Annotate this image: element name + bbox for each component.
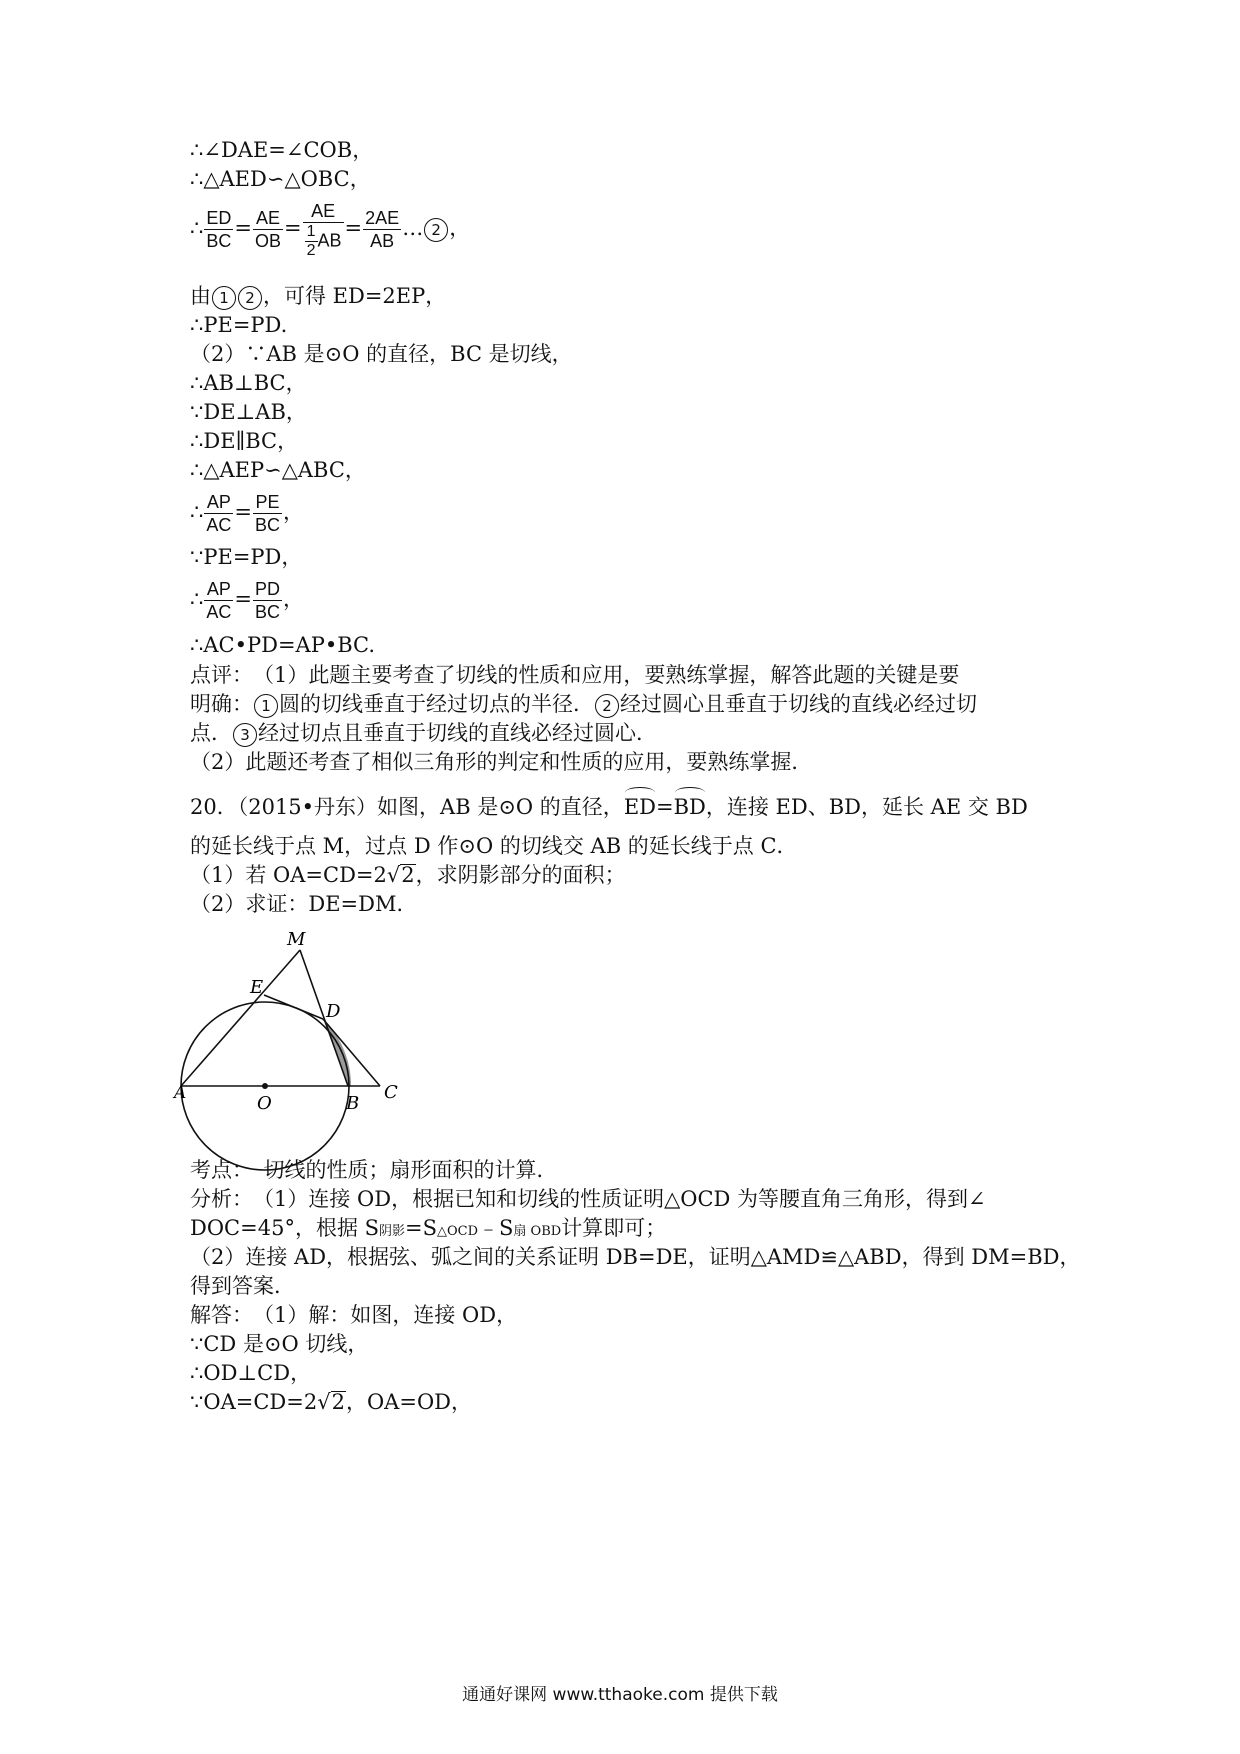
sqrt-radicand: 2 bbox=[401, 863, 415, 887]
line-pe-eq-pd: ∵PE=PD， bbox=[190, 545, 303, 569]
circled-number: 2 bbox=[238, 286, 262, 310]
label-e: E bbox=[250, 977, 264, 998]
problem-20-line-2: 的延长线于点 M，过点 D 作⊙O 的切线交 AB 的延长线于点 C． bbox=[190, 834, 798, 858]
sqrt-radicand: 2 bbox=[331, 1390, 345, 1414]
circled-number: 1 bbox=[212, 286, 236, 310]
line-product-result: ∴AC•PD=AP•BC. bbox=[190, 633, 376, 657]
line-comment-3: 点． 3 经过切点且垂直于切线的直线必经过圆心． bbox=[190, 721, 657, 745]
problem-20-line-1: 20．（2015•丹东）如图，AB 是⊙O 的直径，ED=BD，连接 ED、BD，延长 AE 交 BD bbox=[190, 795, 1028, 819]
label-a: A bbox=[174, 1083, 187, 1103]
solution-topic: 考点： 切线的性质；扇形面积的计算． bbox=[190, 1158, 558, 1182]
line-de-parallel-bc: ∴DE∥BC， bbox=[190, 429, 299, 453]
fraction-ap-ac: $\frac{AP}{AC}$ bbox=[206, 492, 232, 535]
fraction-2ae-ab: $\frac{2AE}{AB}$ bbox=[365, 208, 400, 251]
solution-answer-1: 解答： （1）解：如图，连接 OD， bbox=[190, 1303, 518, 1327]
circled-number: 2 bbox=[424, 218, 448, 242]
arc-bd: BD bbox=[673, 795, 706, 819]
line-part2-start: （2）∵AB 是⊙O 的直径，BC 是切线， bbox=[190, 342, 573, 366]
solution-answer-3: ∴OD⊥CD， bbox=[190, 1361, 312, 1385]
line-ratio-equation: ∴ $\frac{ED}{BC}$ = $\frac{AE}{OB}$ = AE $\frac{1}{2}$ AB = $\frac{2AE}{AB}$ … 2 ， bbox=[190, 200, 471, 259]
line-mb bbox=[300, 950, 348, 1086]
line-ratio-ap-ac-1: ∴ $\frac{AP}{AC}$ = $\frac{PE}{BC}$ ， bbox=[190, 492, 305, 535]
solution-analysis-1: 分析： （1）连接 OD，根据已知和切线的性质证明△OCD 为等腰直角三角形，得到∠ bbox=[190, 1187, 986, 1211]
line-comment-1: 点评： （1）此题主要考查了切线的性质和应用，要熟练掌握，解答此题的关键是要 bbox=[190, 663, 960, 687]
line-pe-pd: ∴PE=PD. bbox=[190, 313, 288, 337]
solution-analysis-4: 得到答案． bbox=[190, 1274, 295, 1298]
line-ratio-ap-ac-2: ∴ $\frac{AP}{AC}$ = $\frac{PD}{BC}$ ， bbox=[190, 579, 305, 622]
line-ab-perp-bc: ∴AB⊥BC， bbox=[190, 371, 307, 395]
line-dc bbox=[323, 1019, 380, 1086]
circled-number: 2 bbox=[595, 694, 619, 718]
fraction-pe-bc: $\frac{PE}{BC}$ bbox=[255, 492, 281, 535]
center-point bbox=[262, 1083, 268, 1089]
label-d: D bbox=[326, 1001, 341, 1022]
fraction-ae-ob: $\frac{AE}{OB}$ bbox=[255, 208, 282, 251]
line-de-perp-ab: ∵DE⊥AB， bbox=[190, 400, 307, 424]
circled-number: 3 bbox=[233, 723, 257, 747]
line-similar-triangles-2: ∴△AEP∽△ABC， bbox=[190, 458, 366, 482]
solution-answer-4: ∵OA=CD=2√2，OA=OD， bbox=[190, 1390, 472, 1414]
solution-analysis-3: （2）连接 AD，根据弦、弧之间的关系证明 DB=DE，证明△AMD≌△ABD，得到 DM=BD， bbox=[190, 1245, 1081, 1269]
line-conclusion-ed: 由 1 2 ，可得 ED=2EP， bbox=[190, 284, 447, 308]
label-o: O bbox=[257, 1093, 272, 1114]
label-m: M bbox=[287, 929, 306, 950]
arc-ed: ED bbox=[623, 795, 656, 819]
geometry-figure bbox=[174, 915, 440, 1185]
line-ed bbox=[264, 995, 323, 1019]
page-footer: 通通好课网 www.tthaoke.com 提供下载 bbox=[462, 1685, 778, 1705]
fraction-ap-ac: $\frac{AP}{AC}$ bbox=[206, 579, 232, 622]
line-am bbox=[181, 950, 300, 1086]
problem-20-part-1: （1）若 OA=CD=2√2，求阴影部分的面积； bbox=[190, 863, 626, 887]
label-c: C bbox=[384, 1082, 398, 1103]
fraction-ae-half-ab: AE $\frac{1}{2}$ AB bbox=[303, 200, 344, 260]
problem-20-part-2: （2）求证：DE=DM． bbox=[190, 892, 418, 916]
label-b: B bbox=[346, 1093, 360, 1114]
line-angle-equal: ∴∠DAE=∠COB， bbox=[190, 138, 374, 162]
line-comment-4: （2）此题还考查了相似三角形的判定和性质的应用，要熟练掌握． bbox=[190, 750, 813, 774]
fraction-ed-bc: $\frac{ED}{BC}$ bbox=[206, 208, 232, 251]
solution-answer-2: ∵CD 是⊙O 切线， bbox=[190, 1332, 369, 1356]
fraction-pd-bc: $\frac{PD}{BC}$ bbox=[255, 579, 281, 622]
line-similar-triangles-1: ∴△AED∽△OBC， bbox=[190, 167, 371, 191]
solution-analysis-2: DOC=45°，根据 S阴影=S△OCD﹣S扇 OBD计算即可； bbox=[190, 1216, 667, 1240]
line-comment-2: 明确： 1 圆的切线垂直于经过切点的半径． 2 经过圆心且垂直于切线的直线必经过切 bbox=[190, 692, 977, 716]
circled-number: 1 bbox=[254, 694, 278, 718]
